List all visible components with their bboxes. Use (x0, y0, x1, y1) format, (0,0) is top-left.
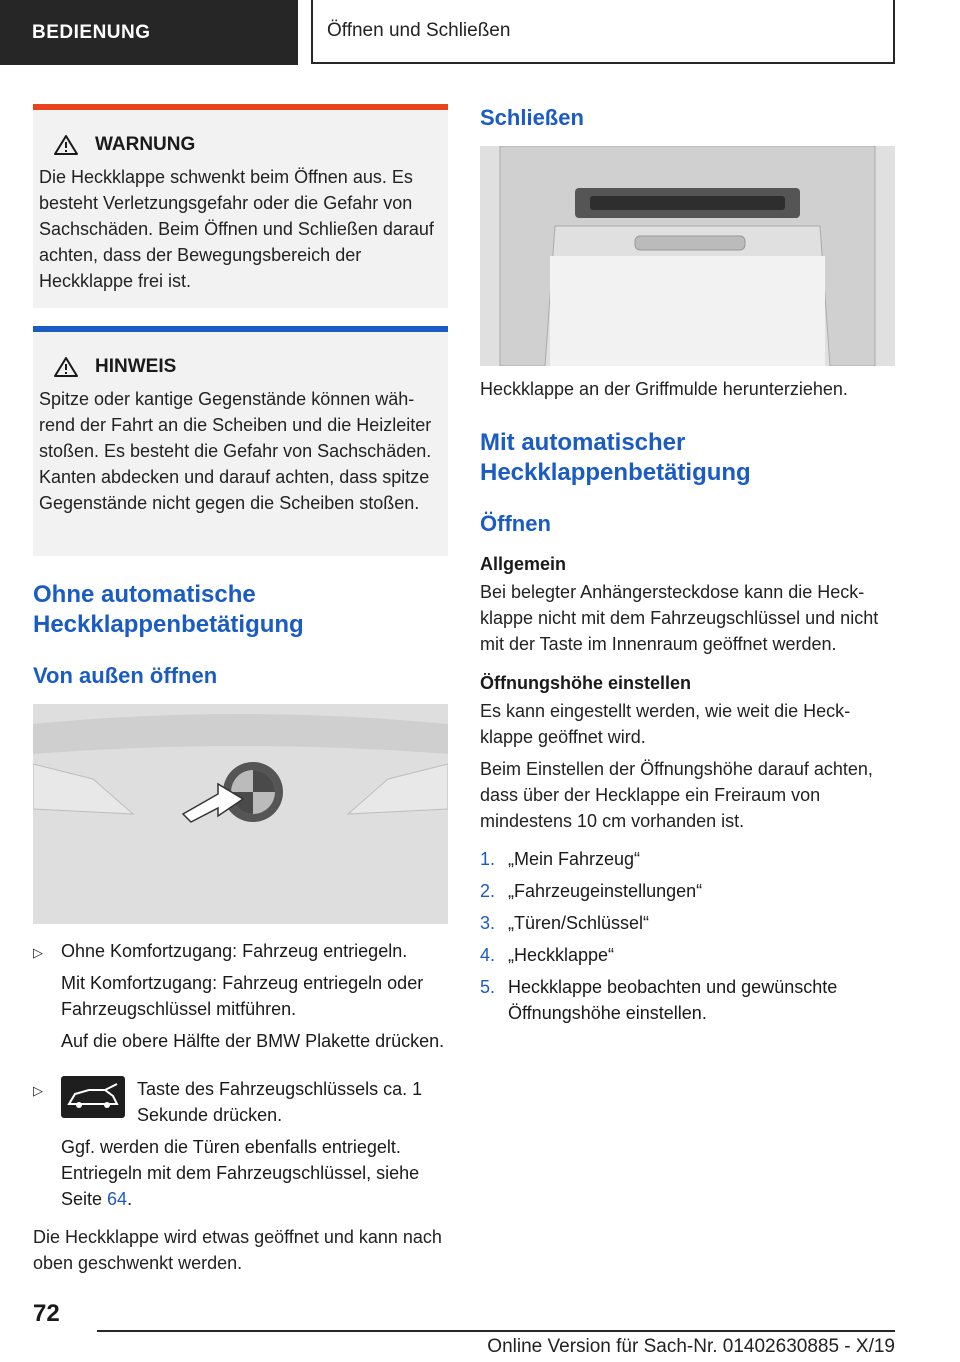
warning-text: Die Heckklappe schwenkt beim Öffnen aus. Es besteht Verletzungsgefahr oder die Gefahr von Sachschäden. Beim Öffnen und Schließen darauf achten, dass der Bewegungsbereich der Heckklappe frei ist. (39, 167, 434, 291)
page-reference-link[interactable]: 64 (107, 1189, 128, 1209)
bullet-text: Ohne Komfortzugang: Fahrzeug entriegeln. (61, 941, 408, 961)
settings-steps-list (480, 846, 895, 1026)
section-tab (0, 0, 298, 65)
chapter-header (311, 0, 895, 64)
list-item (480, 910, 895, 936)
footer-divider (97, 1330, 895, 1332)
tailgate-key-button-icon (61, 1076, 125, 1118)
step-number: 5. (480, 977, 496, 997)
close-caption: Heckklappe an der Griffmulde herunterziehen. (480, 379, 848, 399)
footer-text: Online Version für Sach-Nr. 01402630885 - X/19 (487, 1336, 895, 1357)
bullet-text: Ggf. werden die Türen ebenfalls entriegelt. (61, 1137, 401, 1157)
warning-title: WARNUNG (95, 134, 196, 155)
section-title: BEDIENUNG (32, 21, 151, 43)
step-text: Heckklappe beobachten und gewünschte Öffnungshöhe einstellen. (508, 977, 838, 1023)
step-text: „Fahrzeugeinstellungen“ (508, 881, 703, 901)
step-number: 1. (480, 849, 496, 869)
hint-title: HINWEIS (95, 356, 177, 377)
bullet-text: Entriegeln mit dem Fahrzeugschlüssel, siehe Seite (61, 1163, 420, 1209)
height-text: Beim Einstellen der Öffnungshöhe darauf achten, dass über der Hecklappe ein Freiraum von mindestens 10 cm vorhanden ist. (480, 759, 873, 831)
list-item (480, 878, 895, 904)
triangle-bullet-icon: ▷ (33, 945, 43, 960)
section-heading: Ohne automatische Heckklappenbetätigung (33, 581, 304, 638)
warning-triangle-icon (53, 356, 79, 378)
general-text: Bei belegter Anhängersteckdose kann die Heckklappe nicht mit dem Fahrzeugschlüssel und nicht mit der Taste im Innenraum geöffnet werden. (480, 582, 879, 654)
triangle-bullet-icon: ▷ (33, 1083, 43, 1098)
page-number: 72 (33, 1300, 60, 1327)
bullet-text: Mit Komfortzugang: Fahrzeug entriegeln oder Fahrzeugschlüssel mitführen. (61, 973, 424, 1019)
list-item (480, 942, 895, 968)
list-item (480, 846, 895, 872)
tailgate-emblem-drawing (33, 704, 448, 924)
hint-title-row (53, 356, 442, 378)
paragraph-title: Öffnungshöhe einstellen (480, 673, 692, 693)
height-text: Es kann eingestellt werden, wie weit die Heckklappe geöffnet wird. (480, 701, 851, 747)
warning-triangle-icon (53, 134, 79, 156)
step-text: „Heckklappe“ (508, 945, 615, 965)
section-heading: Mit automatischer Heckklappenbetätigung (480, 429, 751, 486)
bullet-text: . (127, 1189, 133, 1209)
subsection-heading: Öffnen (480, 511, 551, 536)
bullet-item-unlock (33, 938, 448, 1060)
bullet-text: Taste des Fahrzeugschlüssels ca. 1 Sekunde drücken. (137, 1079, 423, 1125)
bullet-text-with-link (61, 1160, 448, 1212)
step-number: 2. (480, 881, 496, 901)
hint-text: Spitze oder kantige Gegenstände können während der Fahrt an die Scheiben und die Heizleiter stoßen. Es besteht die Gefahr von Sachschäden. Kanten abdecken und darauf achten, dass spitze Gegenstände nicht gegen die Scheiben stoßen. (39, 389, 432, 513)
tailgate-interior-illustration (480, 146, 895, 366)
right-column (480, 104, 895, 1032)
chapter-title: Öffnen und Schließen (327, 20, 511, 41)
warning-title-row (53, 134, 442, 156)
hint-box (33, 326, 448, 556)
bullet-text: Auf die obere Hälfte der BMW Plakette drücken. (61, 1031, 445, 1051)
list-item (480, 974, 895, 1026)
step-text: „Türen/Schlüssel“ (508, 913, 650, 933)
warning-box (33, 104, 448, 308)
paragraph-title: Allgemein (480, 554, 567, 574)
step-number: 3. (480, 913, 496, 933)
left-column (33, 104, 448, 1276)
bullet-item-key (33, 1076, 448, 1218)
subsection-heading: Schließen (480, 105, 584, 130)
step-number: 4. (480, 945, 496, 965)
tailgate-interior-drawing (480, 146, 895, 366)
tailgate-emblem-illustration (33, 704, 448, 924)
closing-paragraph: Die Heckklappe wird etwas geöffnet und kann nach oben geschwenkt werden. (33, 1227, 442, 1273)
subsection-heading: Von außen öffnen (33, 663, 218, 688)
step-text: „Mein Fahrzeug“ (508, 849, 641, 869)
